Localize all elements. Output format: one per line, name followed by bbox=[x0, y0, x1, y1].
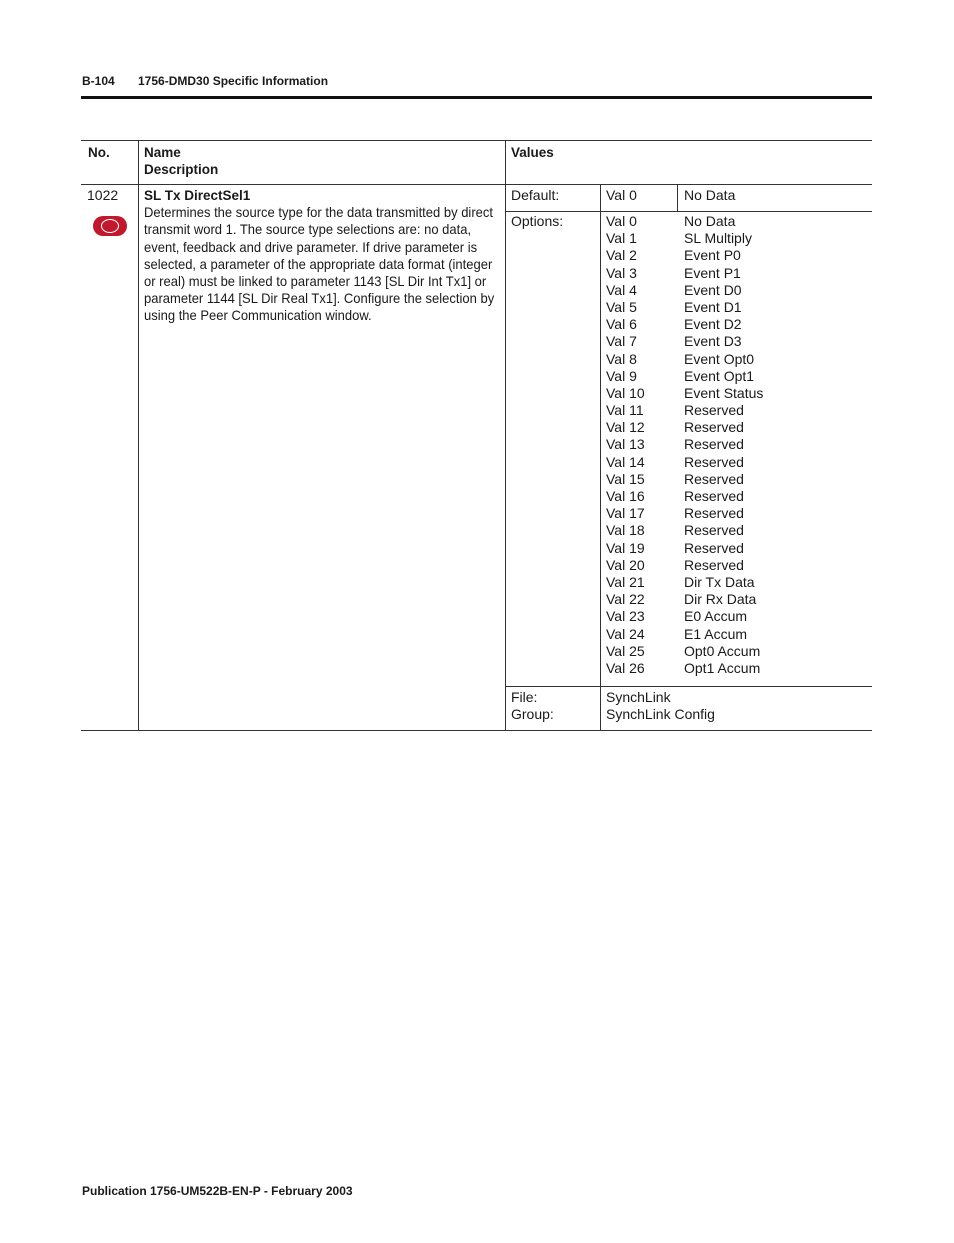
option-value: Val 26 bbox=[606, 659, 645, 676]
option-text: Reserved bbox=[684, 539, 744, 556]
option-value: Val 25 bbox=[606, 642, 645, 659]
option-value: Val 23 bbox=[606, 608, 645, 625]
group-label: Group: bbox=[511, 706, 554, 723]
option-text: Event Opt0 bbox=[684, 350, 755, 367]
default-text: No Data bbox=[684, 187, 736, 203]
options-label: Options: bbox=[511, 213, 564, 229]
parameter-name: SL Tx DirectSel1 bbox=[144, 188, 251, 203]
description-line: selected, a parameter of the appropriate data format (integer bbox=[144, 256, 493, 272]
option-text: Event Opt1 bbox=[684, 367, 755, 384]
option-value: Val 18 bbox=[606, 522, 645, 539]
file-group-values bbox=[606, 689, 715, 723]
option-value: Val 8 bbox=[606, 350, 637, 367]
table-bottom-border bbox=[81, 730, 872, 731]
option-value: Val 15 bbox=[606, 470, 645, 487]
section-title: 1756-DMD30 Specific Information bbox=[138, 74, 329, 88]
option-text: Event D2 bbox=[684, 316, 742, 333]
col-divider-no bbox=[138, 140, 139, 731]
option-text: Reserved bbox=[684, 522, 744, 539]
default-value: Val 0 bbox=[606, 187, 637, 203]
option-text: Reserved bbox=[684, 436, 744, 453]
option-text: E1 Accum bbox=[684, 625, 748, 642]
option-value: Val 3 bbox=[606, 264, 637, 281]
option-value: Val 1 bbox=[606, 230, 637, 247]
option-text: Reserved bbox=[684, 453, 744, 470]
option-value: Val 9 bbox=[606, 367, 637, 384]
option-text: Dir Tx Data bbox=[684, 573, 755, 590]
option-text: Dir Rx Data bbox=[684, 591, 757, 608]
option-value: Val 11 bbox=[606, 402, 644, 419]
option-value: Val 0 bbox=[606, 213, 637, 229]
parameter-description bbox=[144, 204, 494, 324]
description-line: event, feedback and drive parameter. If drive parameter is bbox=[144, 239, 478, 255]
option-text: E0 Accum bbox=[684, 608, 748, 625]
col-divider-default-text bbox=[677, 184, 678, 212]
col-header-no: No. bbox=[88, 145, 110, 160]
option-text: Reserved bbox=[684, 556, 744, 573]
option-text: Event D0 bbox=[684, 281, 742, 298]
option-value: Val 14 bbox=[606, 453, 645, 470]
option-value: Val 17 bbox=[606, 505, 645, 522]
option-text: SL Multiply bbox=[684, 230, 752, 247]
parameter-table bbox=[81, 140, 872, 731]
option-text: Event P0 bbox=[684, 247, 741, 264]
option-value: Val 20 bbox=[606, 556, 645, 573]
option-text: Event D1 bbox=[684, 298, 742, 315]
option-value: Val 24 bbox=[606, 625, 645, 642]
option-text: Reserved bbox=[684, 419, 744, 436]
col-header-name bbox=[144, 144, 218, 178]
default-bottom-border bbox=[505, 211, 872, 212]
file-group-labels bbox=[511, 689, 554, 723]
option-text: No Data bbox=[684, 213, 736, 229]
options-text-list bbox=[684, 213, 763, 677]
file-value: SynchLink bbox=[606, 689, 671, 705]
col-header-description-label: Description bbox=[144, 162, 219, 177]
option-text: Reserved bbox=[684, 402, 744, 419]
page-header bbox=[82, 74, 329, 88]
option-text: Reserved bbox=[684, 488, 744, 504]
default-label: Default: bbox=[511, 187, 560, 203]
option-text: Opt0 Accum bbox=[684, 642, 761, 659]
option-value: Val 13 bbox=[606, 436, 645, 453]
option-text: Reserved bbox=[684, 505, 744, 522]
option-value: Val 21 bbox=[606, 573, 645, 590]
red-oval-access-icon bbox=[93, 216, 127, 236]
description-line: parameter 1144 [SL Dir Real Tx1]. Configure the selection by bbox=[144, 291, 495, 307]
oval-ring-icon bbox=[101, 219, 119, 233]
description-line: Determines the source type for the data transmitted by direct bbox=[144, 205, 493, 221]
header-rule bbox=[81, 96, 872, 99]
option-value: Val 10 bbox=[606, 384, 645, 401]
table-top-border bbox=[81, 140, 872, 141]
description-line: using the Peer Communication window. bbox=[144, 308, 372, 324]
col-divider-options bbox=[600, 211, 601, 731]
group-value: SynchLink Config bbox=[606, 706, 715, 723]
option-text: Event Status bbox=[684, 384, 764, 401]
option-value: Val 5 bbox=[606, 298, 637, 315]
option-value: Val 4 bbox=[606, 281, 637, 298]
option-value: Val 6 bbox=[606, 316, 637, 333]
option-value: Val 2 bbox=[606, 247, 637, 264]
publication-footer: Publication 1756-UM522B-EN-P - February 2003 bbox=[82, 1184, 353, 1198]
parameter-details bbox=[144, 187, 510, 325]
option-value: Val 22 bbox=[606, 591, 645, 608]
file-label: File: bbox=[511, 689, 538, 705]
col-divider-default bbox=[600, 184, 601, 212]
col-header-values: Values bbox=[511, 145, 554, 160]
page-number: B-104 bbox=[82, 74, 115, 88]
description-line: transmit word 1. The source type selections are: no data, bbox=[144, 222, 472, 238]
col-header-name-label: Name bbox=[144, 145, 181, 160]
option-text: Event D3 bbox=[684, 333, 742, 350]
options-bottom-border bbox=[505, 686, 872, 687]
header-bottom-border bbox=[81, 184, 872, 185]
option-value: Val 16 bbox=[606, 488, 645, 504]
parameter-number: 1022 bbox=[87, 187, 119, 203]
option-value: Val 19 bbox=[606, 539, 645, 556]
option-text: Opt1 Accum bbox=[684, 659, 761, 676]
option-text: Event P1 bbox=[684, 264, 741, 281]
description-line: or real) must be linked to parameter 1143 [SL Dir Int Tx1] or bbox=[144, 274, 487, 290]
options-values-list bbox=[606, 213, 645, 677]
option-value: Val 7 bbox=[606, 333, 637, 350]
option-value: Val 12 bbox=[606, 419, 645, 436]
option-text: Reserved bbox=[684, 470, 744, 487]
